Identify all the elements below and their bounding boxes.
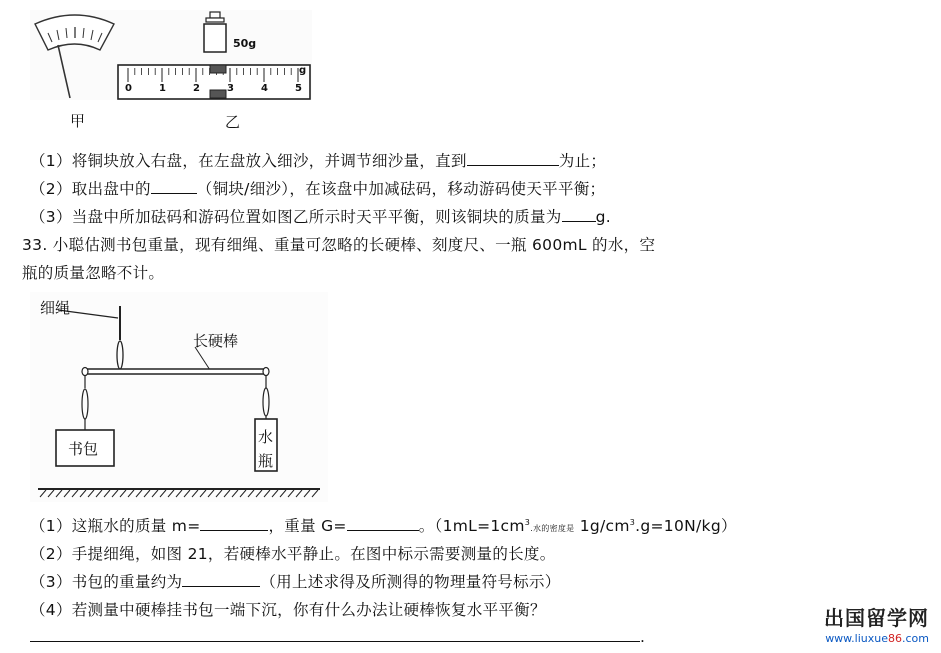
bottle-label-2: 瓶 xyxy=(258,452,274,470)
label-yi: 乙 xyxy=(225,113,241,131)
long-answer-blank[interactable] xyxy=(30,626,640,642)
q32-line-3: （3）当盘中所加砝码和游码位置如图乙所示时天平平衡，则该铜块的质量为 g. xyxy=(30,208,611,226)
balance-figure xyxy=(30,10,320,105)
q33-part-4: （4）若测量中硬棒挂书包一端下沉，你有什么办法让硬棒恢复水平平衡？ xyxy=(30,601,546,619)
bag-weight-blank[interactable] xyxy=(182,571,260,587)
answer-blank-3[interactable] xyxy=(562,206,596,222)
q33-intro-1: 33. 小聪估测书包重量，现有细绳、重量可忽略的长硬棒、刻度尺、一瓶 600mL 的水，空 xyxy=(22,236,656,254)
scale-tick-2: 2 xyxy=(193,83,200,94)
scale-tick-4: 4 xyxy=(261,83,268,94)
scale-tick-1: 1 xyxy=(159,83,166,94)
weight-label: 50g xyxy=(233,37,257,50)
slider-scale xyxy=(118,65,310,99)
scale-tick-0: 0 xyxy=(125,83,132,94)
rod-label: 长硬棒 xyxy=(193,332,239,350)
weight-blank[interactable] xyxy=(347,515,419,531)
q33-answer-line: . xyxy=(30,626,645,646)
scale-tick-3: 3 xyxy=(227,83,234,94)
bottle-label-1: 水 xyxy=(258,428,274,446)
watermark-url: www.liuxue86.com xyxy=(825,632,929,645)
q32-line-1: （1）将铜块放入右盘，在左盘放入细沙，并调节细沙量，直到 为止； xyxy=(30,152,607,170)
scale-unit-label: g xyxy=(299,65,307,76)
lever-figure xyxy=(30,292,330,504)
answer-blank-1[interactable] xyxy=(467,150,559,166)
watermark xyxy=(824,602,929,645)
figure-jia-yi xyxy=(30,10,320,105)
schoolbag-label: 书包 xyxy=(68,440,99,458)
q33-part-1: （1）这瓶水的质量 m= ，重量 G= 。（$1mL=1cm^3$.水的密度是 $1g/cm^3.g=10N/kg$） xyxy=(30,517,737,535)
lever-drawing xyxy=(30,292,330,504)
q33-intro-2: 瓶的质量忽略不计。 xyxy=(22,264,165,282)
q33-part-3: （3）书包的重量约为 （用上述求得及所测得的物理量符号标示） xyxy=(30,573,561,591)
watermark-title: 出国留学网 xyxy=(824,606,929,630)
scale-tick-5: 5 xyxy=(295,83,302,94)
q33-part-2: （2）手提细绳，如图 21，若硬棒水平静止。在图中标示需要测量的长度。 xyxy=(30,545,556,563)
q32-line-2: （2）取出盘中的 （铜块/细沙），在该盘中加减砝码，移动游码使天平平衡； xyxy=(30,180,606,198)
rope-label: 细绳 xyxy=(40,299,71,317)
answer-blank-2[interactable] xyxy=(151,178,197,194)
mass-blank[interactable] xyxy=(200,515,268,531)
weight-50g xyxy=(204,12,226,52)
label-jia: 甲 xyxy=(70,112,86,130)
